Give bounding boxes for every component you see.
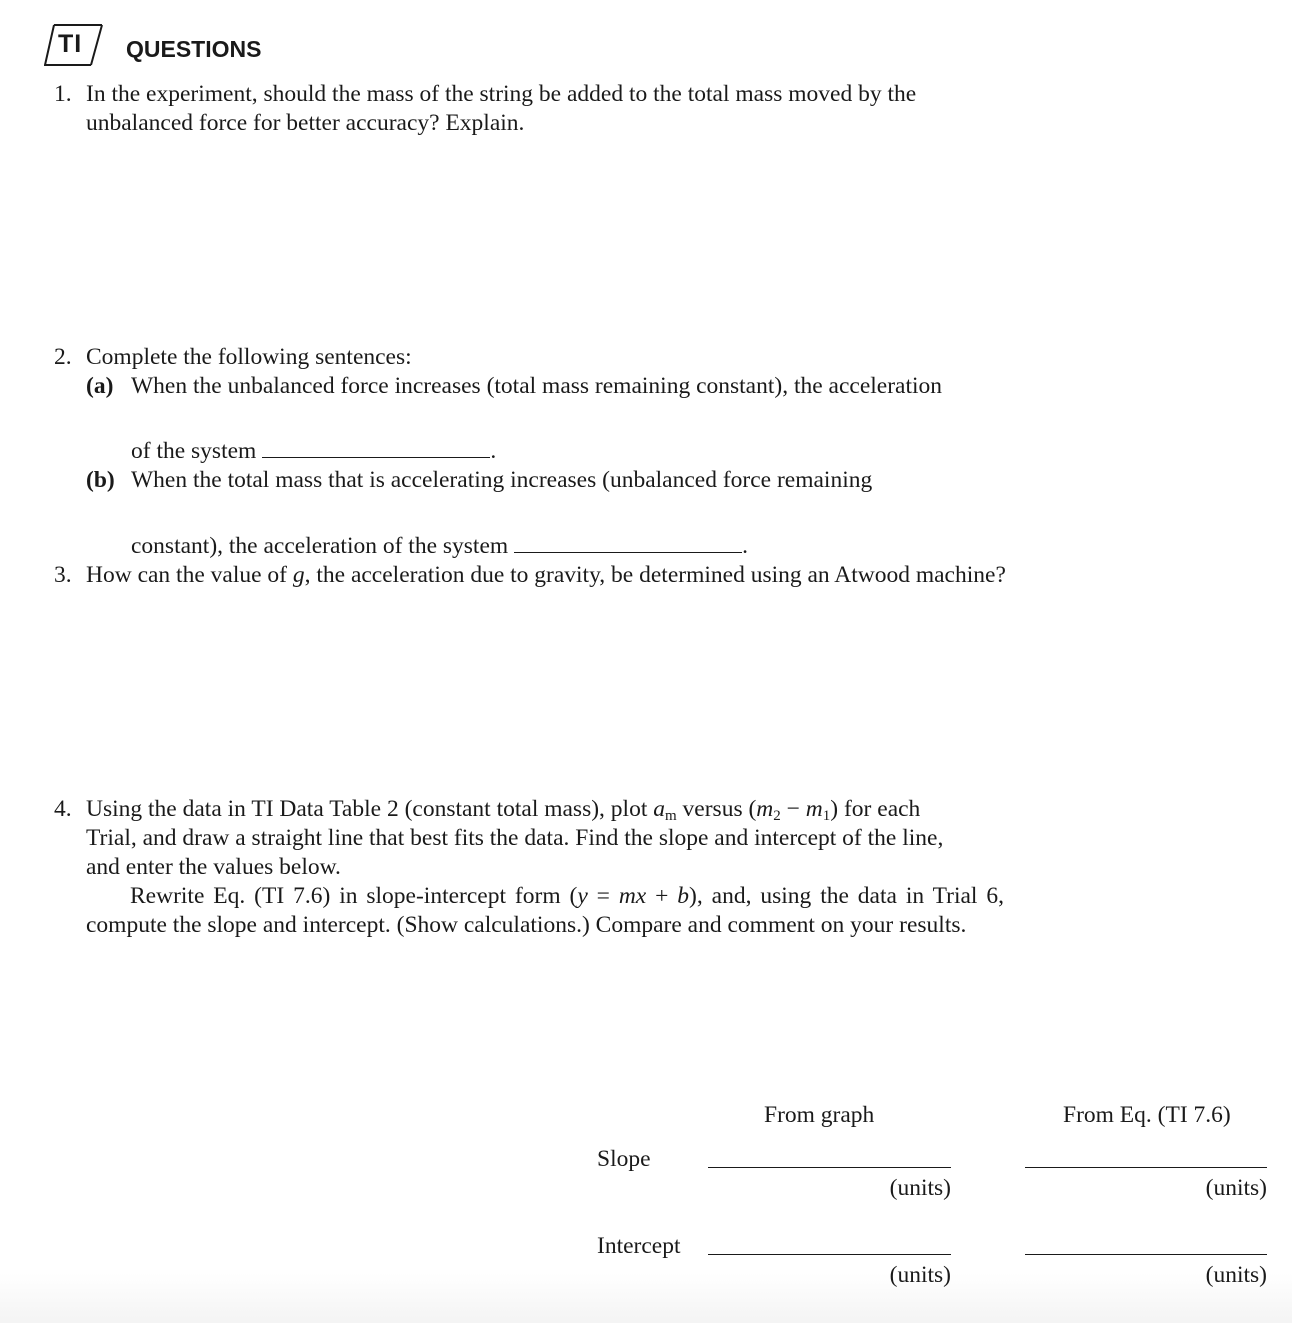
q4-var-y: y: [577, 883, 588, 909]
q2a-line2: [131, 437, 496, 466]
q4-minus: −: [780, 796, 806, 822]
col-header-from-graph: From graph: [764, 1102, 875, 1128]
q4-line1-end: ) for each: [830, 796, 921, 822]
q2a-answer-blank[interactable]: [262, 457, 490, 458]
q3-var-g: g: [292, 562, 305, 588]
q4-sub-2: 2: [773, 808, 781, 824]
slope-graph-blank[interactable]: [708, 1167, 951, 1168]
q3-number: 3.: [54, 562, 72, 588]
q2b-answer-blank[interactable]: [514, 552, 742, 553]
intercept-graph-blank[interactable]: [708, 1254, 951, 1255]
q3-text-post: , the acceleration due to gravity, be determined using an Atwood machine?: [304, 562, 1006, 588]
q4-p2-pre: Rewrite Eq. (TI 7.6) in slope-intercept form (: [130, 883, 578, 909]
q4-p2-rest: ), and, using the data in Trial 6, compute the slope and intercept. (Show calculations.) Compare and comment on your results.: [86, 883, 1004, 938]
q3-text-pre: How can the value of: [86, 562, 293, 588]
q4-var-b: b: [677, 883, 690, 909]
col-header-from-eq: From Eq. (TI 7.6): [1063, 1102, 1231, 1128]
slope-graph-units: (units): [889, 1175, 951, 1201]
q4-sub-m: m: [665, 808, 677, 824]
q2b-period: .: [742, 533, 749, 559]
q4-number: 4.: [54, 796, 72, 822]
q2b-line1: When the total mass that is accelerating increases (unbalanced force remaining: [131, 467, 873, 493]
q4-line3: and enter the values below.: [86, 854, 341, 880]
q2a-period: .: [490, 438, 497, 464]
ti-badge-icon: [44, 24, 106, 66]
q2a-line1: When the unbalanced force increases (total mass remaining constant), the acceleration: [131, 373, 943, 399]
q2b-label: (b): [86, 467, 115, 493]
section-title: QUESTIONS: [126, 36, 262, 62]
q4-equals: =: [587, 883, 619, 909]
slope-eq-blank[interactable]: [1025, 1167, 1267, 1168]
q4-var-mx: mx: [618, 883, 647, 909]
q2b-line2-text: constant), the acceleration of the system: [131, 533, 509, 559]
q4-var-m2: m: [756, 796, 774, 822]
q4-line2: Trial, and draw a straight line that best fits the data. Find the slope and intercept of the line,: [86, 825, 944, 851]
intercept-eq-units: (units): [1205, 1262, 1267, 1288]
q4-line1-mid: versus (: [676, 796, 757, 822]
q2-number: 2.: [54, 344, 72, 370]
ti-badge-label: TI: [58, 30, 83, 58]
q1-number: 1.: [54, 81, 72, 107]
q1-line2: unbalanced force for better accuracy? Explain.: [86, 110, 525, 136]
q4-paragraph2: [86, 882, 1004, 940]
q2-intro: Complete the following sentences:: [86, 344, 412, 370]
slope-eq-units: (units): [1205, 1175, 1267, 1201]
q2a-line2-text: of the system: [131, 438, 257, 464]
slope-label: Slope: [597, 1146, 651, 1172]
intercept-eq-blank[interactable]: [1025, 1254, 1267, 1255]
intercept-label: Intercept: [597, 1233, 681, 1259]
q4-plus: +: [646, 883, 678, 909]
q4-line1: [86, 795, 920, 824]
q3-text: [86, 561, 1006, 590]
q4-sub-1: 1: [822, 808, 831, 824]
q1-line1: In the experiment, should the mass of the string be added to the total mass moved by the: [86, 81, 917, 107]
intercept-graph-units: (units): [889, 1262, 951, 1288]
q4-var-a: a: [653, 796, 665, 822]
q4-var-m1: m: [805, 796, 823, 822]
q2b-line2: [131, 532, 748, 561]
q2a-label: (a): [86, 373, 114, 399]
q4-line1-pre: Using the data in TI Data Table 2 (constant total mass), plot: [86, 796, 654, 822]
